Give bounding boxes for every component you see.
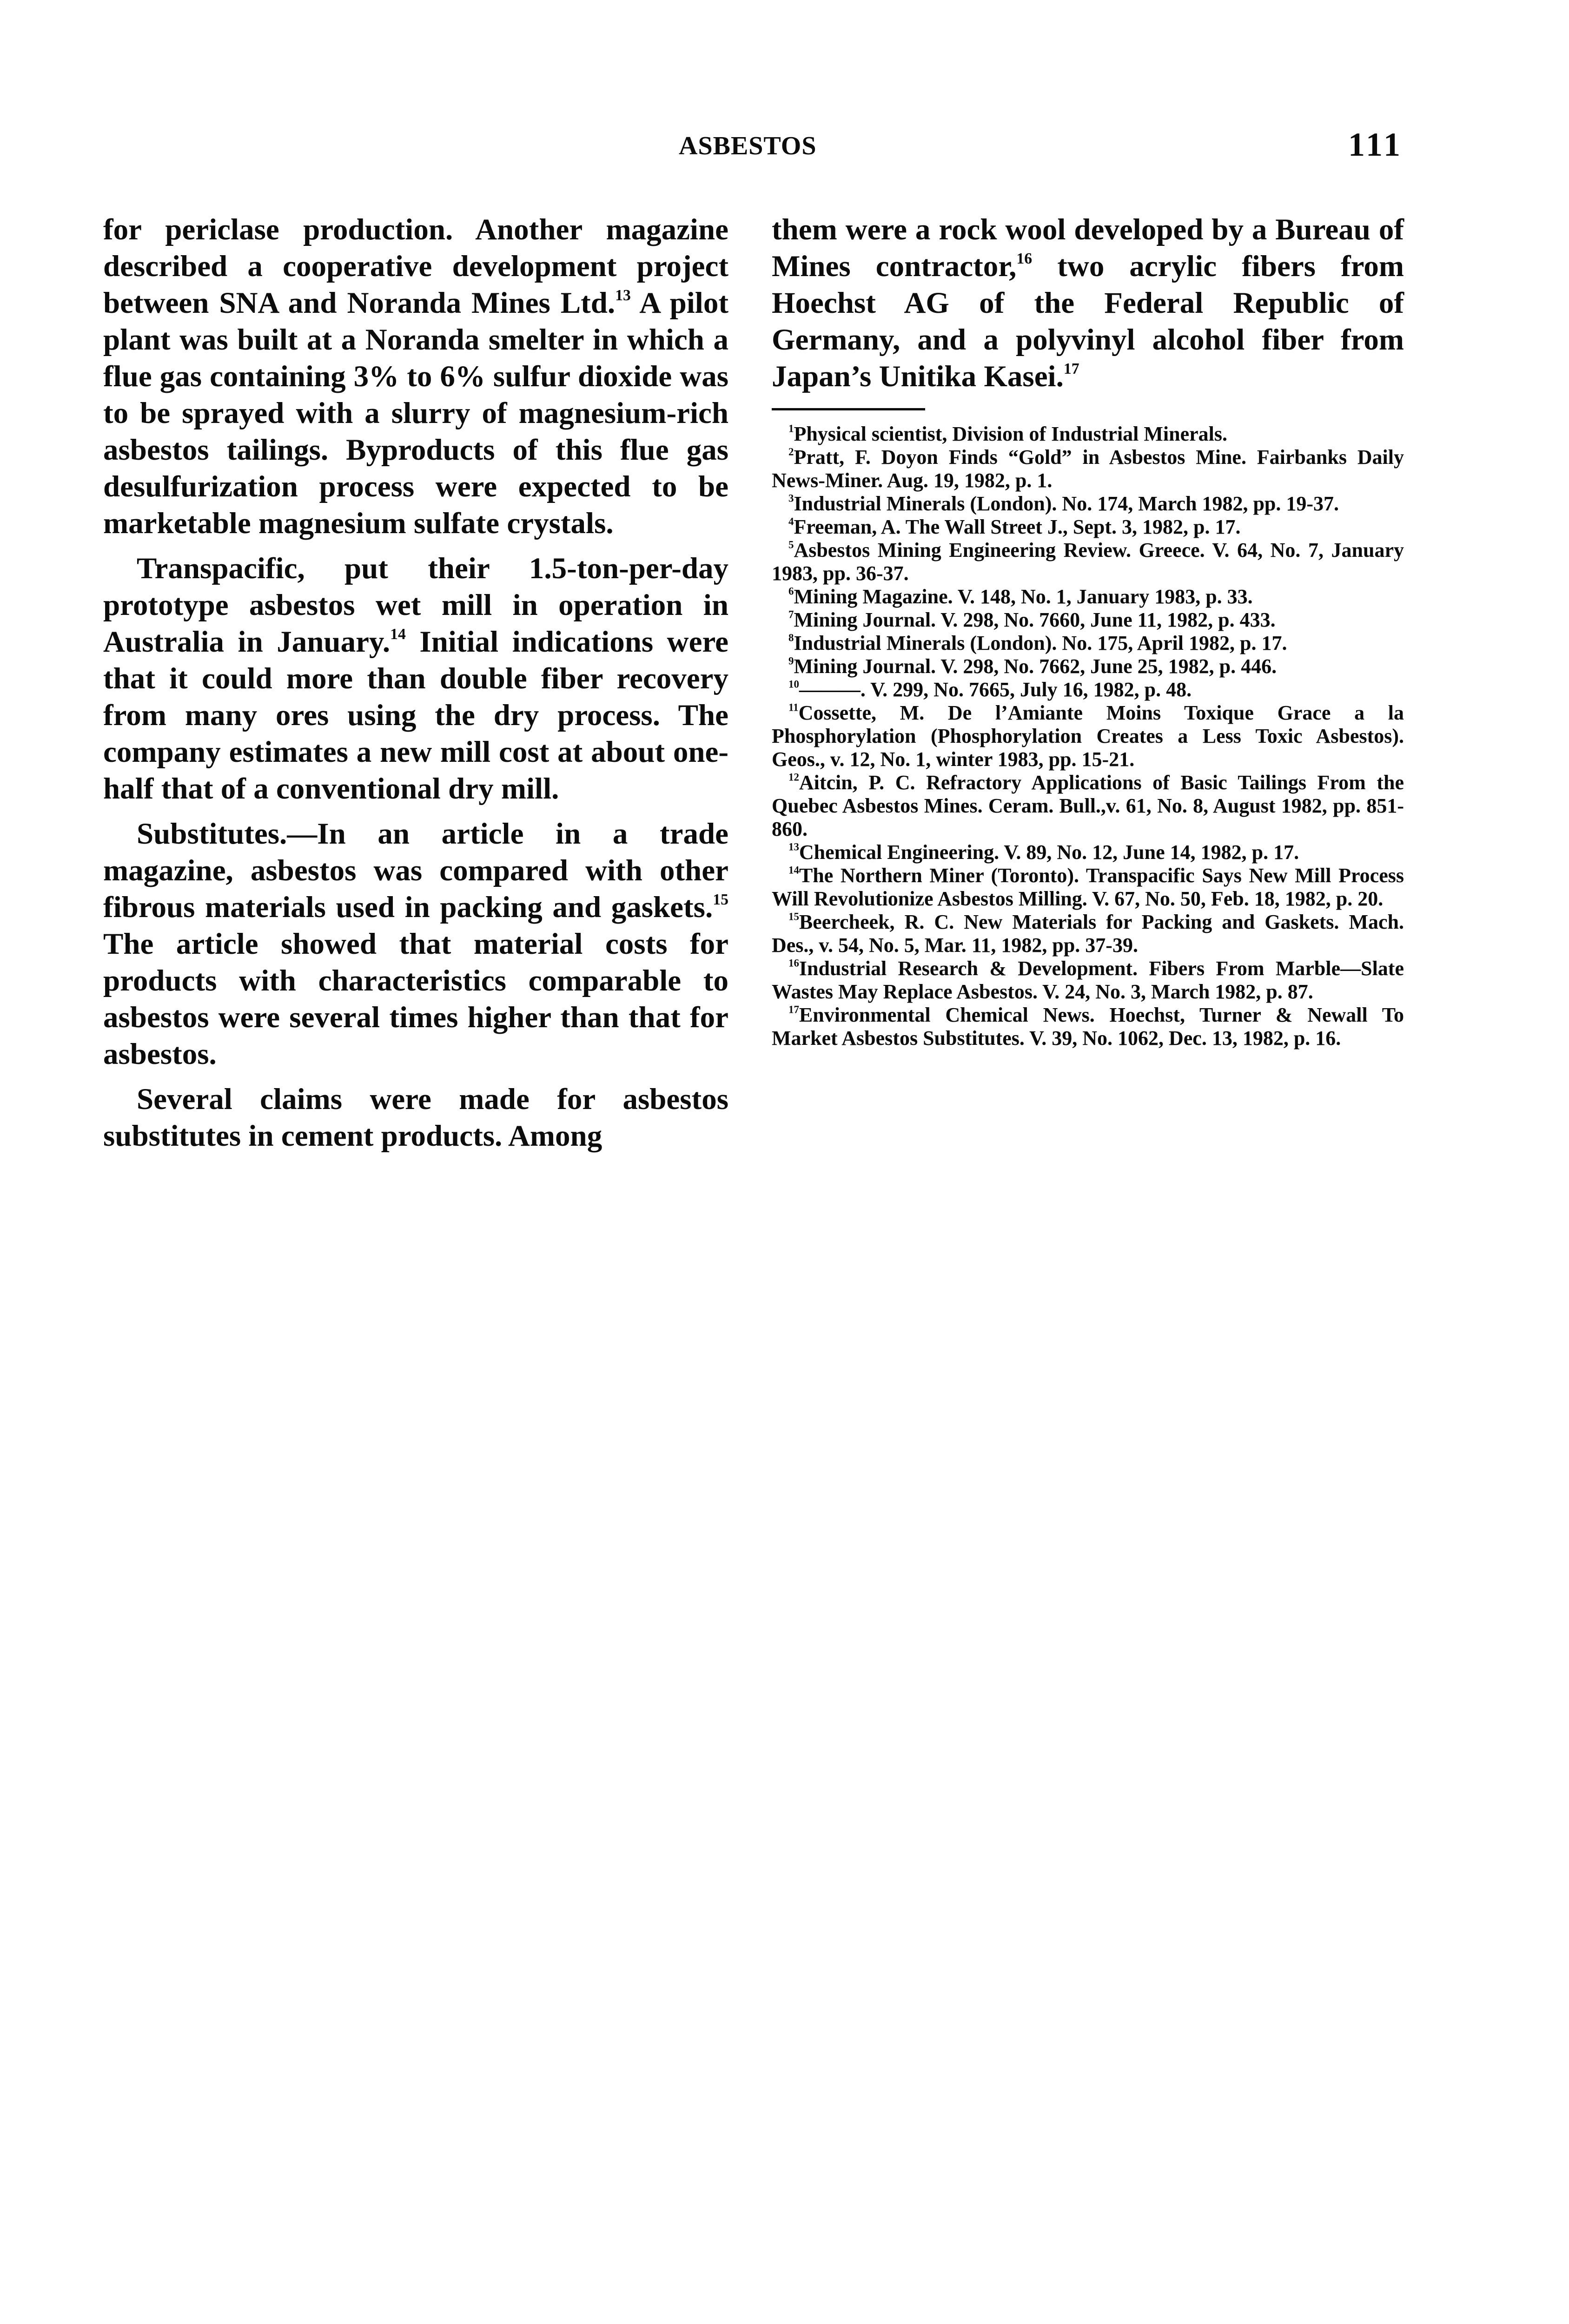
footnote-number: 12	[788, 771, 799, 783]
footnote-number: 17	[788, 1004, 799, 1016]
paragraph-continued: them were a rock wool developed by a Bureau of Mines contractor,$^{16}$ two acrylic fibers from Hoechst AG of the Federal Republic of Germany, and a polyvinyl alcohol fiber from Japan’s Unitika Kasei.$^{17}$	[772, 213, 1404, 393]
footnote-ref[interactable]: 17	[1063, 360, 1079, 377]
footnote-text: Aitcin, P. C. Refractory Applications of Basic Tailings From the Quebec Asbestos Mines. Ceram. Bull.,v. 61, No. 8, August 1982, pp. 851-860.	[772, 771, 1404, 840]
running-header-title: ASBESTOS	[679, 132, 817, 160]
footnote-text: Physical scientist, Division of Industrial Minerals.	[794, 423, 1228, 445]
footnote-ref[interactable]: 15	[713, 891, 728, 908]
paragraph-cement: Several claims were made for asbestos substitutes in cement products. Among	[103, 1083, 728, 1153]
footnote-number: 2	[788, 446, 794, 458]
footnote-text: Industrial Minerals (London). No. 175, April 1982, p. 17.	[794, 632, 1287, 654]
footnote-ref[interactable]: 16	[1016, 250, 1033, 267]
footnote-text: Mining Journal. V. 298, No. 7660, June 11, 1982, p. 433.	[794, 608, 1276, 631]
left-column	[103, 211, 728, 1155]
page-number: 111	[1348, 126, 1403, 163]
footnote-ref[interactable]: 13	[615, 286, 631, 304]
footnote-item	[772, 701, 1404, 771]
footnote-item	[772, 841, 1404, 864]
footnote-number: 5	[788, 539, 794, 551]
footnote-number: 16	[788, 957, 799, 969]
footnote-item	[772, 957, 1404, 1004]
section-heading: Substitutes.	[137, 817, 287, 851]
paragraph-transpacific: Transpacific, put their 1.5-ton-per-day prototype asbestos wet mill in operation in Australia in January.$^{14}$ Initial indications were that it could more than double fiber recovery from many ores using the dry process. The company estimates a new mill cost at about one-half that of a conventional dry mill.	[103, 552, 728, 805]
footnote-number: 10	[788, 678, 799, 690]
footnote-text: The Northern Miner (Toronto). Transpacific Says New Mill Process Will Revolutionize Asbestos Milling. V. 67, No. 50, Feb. 18, 1982, p. 20.	[772, 864, 1404, 910]
footnote-text: Freeman, A. The Wall Street J., Sept. 3, 1982, p. 17.	[794, 515, 1241, 538]
footnote-item	[772, 423, 1404, 446]
footnote-number: 11	[788, 701, 799, 713]
footnote-item	[772, 492, 1404, 515]
footnote-item	[772, 515, 1404, 539]
footnote-number: 14	[788, 864, 799, 876]
footnote-item	[772, 608, 1404, 632]
footnote-item	[772, 911, 1404, 957]
footnote-list	[772, 423, 1404, 1050]
footnote-text: Mining Magazine. V. 148, No. 1, January 1983, p. 33.	[794, 585, 1253, 608]
footnote-item	[772, 585, 1404, 608]
footnote-text: Environmental Chemical News. Hoechst, Turner & Newall To Market Asbestos Substitutes. V. 39, No. 1062, Dec. 13, 1982, p. 16.	[772, 1004, 1404, 1050]
footnote-text: Industrial Minerals (London). No. 174, March 1982, pp. 19-37.	[794, 492, 1339, 515]
footnote-number: 1	[788, 423, 794, 435]
footnote-text: Chemical Engineering. V. 89, No. 12, June 14, 1982, p. 17.	[799, 841, 1299, 864]
footnote-item	[772, 1004, 1404, 1050]
footnote-text: Beercheek, R. C. New Materials for Packing and Gaskets. Mach. Des., v. 54, No. 5, Mar. 11, 1982, pp. 37-39.	[772, 911, 1404, 957]
footnote-number: 4	[788, 515, 794, 528]
footnote-text: Asbestos Mining Engineering Review. Greece. V. 64, No. 7, January 1983, pp. 36-37.	[772, 539, 1404, 585]
footnote-number: 8	[788, 632, 794, 644]
footnote-ref[interactable]: 14	[390, 625, 406, 643]
footnote-item	[772, 655, 1404, 678]
footnote-item	[772, 678, 1404, 701]
footnote-number: 7	[788, 608, 794, 621]
footnote-text: Cossette, M. De l’Amiante Moins Toxique Grace a la Phosphorylation (Phosphorylation Creates a Less Toxic Asbestos). Geos., v. 12, No. 1, winter 1983, pp. 15-21.	[772, 701, 1404, 771]
footnote-item	[772, 446, 1404, 492]
footnote-item	[772, 539, 1404, 585]
footnote-number: 15	[788, 911, 799, 923]
footnote-text: Industrial Research & Development. Fibers From Marble—Slate Wastes May Replace Asbestos. V. 24, No. 3, March 1982, p. 87.	[772, 957, 1404, 1003]
footnote-item	[772, 771, 1404, 841]
footnote-item	[772, 632, 1404, 655]
footnote-text: Pratt, F. Doyon Finds “Gold” in Asbestos Mine. Fairbanks Daily News-Miner. Aug. 19, 1982, p. 1.	[772, 446, 1404, 492]
footnote-text: ———. V. 299, No. 7665, July 16, 1982, p. 48.	[799, 678, 1192, 701]
paragraph-substitutes: Substitutes.—In an article in a trade magazine, asbestos was compared with other fibrous materials used in packing and gaskets.$^{15}$ The article showed that material costs for products with characteristics comparable to asbestos were several times higher than that for asbestos.	[103, 817, 728, 1071]
footnote-number: 6	[788, 585, 794, 597]
footnote-number: 3	[788, 492, 794, 504]
footnote-text: Mining Journal. V. 298, No. 7662, June 25, 1982, p. 446.	[794, 655, 1277, 678]
right-column	[772, 211, 1404, 1050]
footnote-divider	[772, 408, 925, 410]
footnote-number: 13	[788, 841, 799, 853]
footnote-item	[772, 864, 1404, 911]
paragraph-periclase: for periclase production. Another magazine described a cooperative development project between SNA and Noranda Mines Ltd.$^{13}$ A pilot plant was built at a Noranda smelter in which a flue gas containing 3% to 6% sulfur dioxide was to be sprayed with a slurry of magnesium-rich asbestos tailings. Byproducts of this flue gas desulfurization process were expected to be marketable magnesium sulfate crystals.	[103, 213, 728, 540]
footnote-number: 9	[788, 655, 794, 667]
